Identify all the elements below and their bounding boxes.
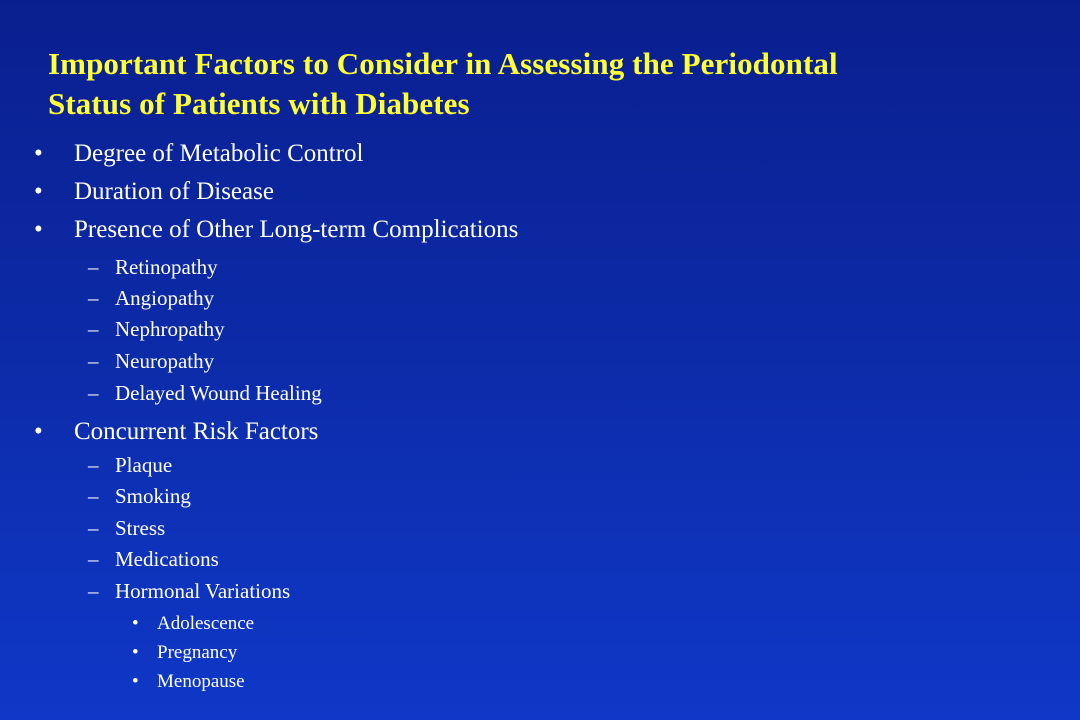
dash-marker: – [88,453,99,477]
dash-marker: – [88,255,99,279]
bullet-marker: • [34,140,43,167]
bullet-marker: • [132,671,139,692]
sub-list-item-text: Medications [115,547,219,571]
bullet-marker: • [34,216,43,243]
slide-title-line-2: Status of Patients with Diabetes [48,86,470,121]
dash-marker: – [88,381,99,405]
sub-list-item-text: Neuropathy [115,349,215,373]
bullet-marker: • [34,418,43,445]
bullet-marker: • [132,613,139,634]
dash-marker: – [88,516,99,540]
list-item-text: Presence of Other Long-term Complications [74,216,519,243]
sub-sub-list-item-text: Adolescence [157,613,255,634]
slide-title-line-1: Important Factors to Consider in Assessing the Periodontal [48,46,838,81]
list-item-text: Duration of Disease [74,178,274,205]
sub-list-item-text: Delayed Wound Healing [115,381,322,405]
list-item-text: Degree of Metabolic Control [74,140,364,167]
list-item-text: Concurrent Risk Factors [74,418,319,445]
dash-marker: – [88,286,99,310]
dash-marker: – [88,349,99,373]
sub-list-item-text: Hormonal Variations [115,579,291,603]
sub-list-item-text: Nephropathy [115,317,225,341]
bullet-marker: • [34,178,43,205]
sub-sub-list-item-text: Pregnancy [157,642,238,663]
sub-list-item-text: Smoking [115,484,191,508]
sub-sub-list-item-text: Menopause [157,671,245,692]
bullet-marker: • [132,642,139,663]
dash-marker: – [88,579,99,603]
sub-list-item-text: Angiopathy [115,286,215,310]
slide-title [48,44,1048,124]
dash-marker: – [88,484,99,508]
sub-list-item-text: Plaque [115,453,173,477]
dash-marker: – [88,547,99,571]
sub-list-item-text: Retinopathy [115,255,218,279]
dash-marker: – [88,317,99,341]
sub-list-item-text: Stress [115,516,166,540]
